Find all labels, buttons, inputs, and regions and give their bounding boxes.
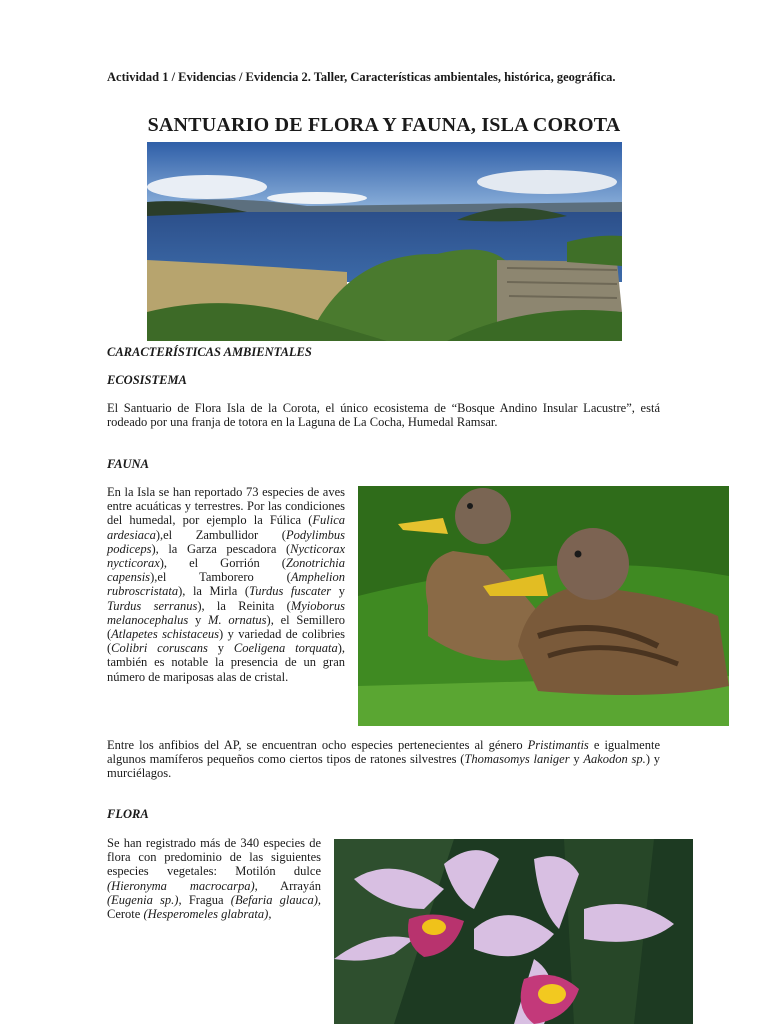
text-run: (Hesperomeles glabrata), bbox=[143, 907, 272, 922]
page-title: SANTUARIO DE FLORA Y FAUNA, ISLA COROTA bbox=[147, 114, 621, 136]
text-run: y bbox=[207, 641, 234, 656]
text-run: En la Isla se han reportado 73 especies de aves entre acuáticas y terrestres. Por las condiciones del humedal, por ejemplo la Fúlica ( bbox=[107, 485, 345, 528]
text-run: Zonotrichia capensis bbox=[107, 556, 345, 585]
text-run: ), la Garza pescadora ( bbox=[151, 541, 291, 556]
section-heading-ambientales: CARACTERÍSTICAS AMBIENTALES bbox=[107, 345, 312, 359]
text-run: Cerote bbox=[107, 907, 144, 922]
text-run: Coeligena torquata bbox=[233, 641, 338, 656]
text-run: Fulica ardesiaca bbox=[107, 513, 345, 542]
section-heading-flora: FLORA bbox=[107, 807, 149, 821]
text-run: Amphelion rubroscristata bbox=[107, 570, 345, 599]
text-run: ) y variedad de colibries ( bbox=[107, 627, 345, 656]
text-run: ),el Tamborero ( bbox=[150, 570, 291, 585]
text-run: ), también es notable la presencia de un gran número de mariposas alas de cristal. bbox=[107, 641, 346, 684]
text-run: Se han registrado más de 340 especies de flora con predominio de las siguientes especies vegetales: Motilón dulce bbox=[107, 836, 321, 879]
text-run: ), el Gorrión ( bbox=[159, 556, 286, 571]
text-run: (Befaria glauca), bbox=[230, 892, 321, 907]
fauna-paragraph bbox=[107, 485, 345, 684]
text-run: Atlapetes schistaceus bbox=[111, 627, 220, 642]
text-run: ), la Mirla ( bbox=[178, 584, 250, 599]
orchid-photo bbox=[334, 839, 693, 1024]
fauna-amphibians-paragraph bbox=[107, 738, 660, 781]
text-run: Turdus serranus bbox=[107, 598, 198, 613]
text-run: Arrayán bbox=[257, 878, 321, 893]
flora-paragraph bbox=[107, 836, 321, 921]
text-run: (Hieronyma macrocarpa), bbox=[107, 878, 258, 893]
lake-photo bbox=[147, 142, 622, 341]
text-run: ), la Reinita ( bbox=[197, 598, 291, 613]
text-run: ),el Zambullidor ( bbox=[155, 527, 286, 542]
text-run: Fragua bbox=[181, 892, 231, 907]
section-heading-ecosistema: ECOSISTEMA bbox=[107, 373, 187, 387]
text-run: (Eugenia sp.), bbox=[107, 892, 182, 907]
text-run: Turdus fuscater bbox=[249, 584, 332, 599]
text-run: Nycticorax nycticorax bbox=[107, 541, 345, 571]
text-run: M. ornatus bbox=[208, 612, 267, 627]
text-run: Entre los anfibios del AP, se encuentran ocho especies pertenecientes al género bbox=[107, 738, 528, 752]
text-run: y bbox=[188, 612, 209, 627]
text-run: ), el Semillero ( bbox=[107, 612, 345, 642]
text-run: Pristimantis bbox=[527, 738, 589, 752]
text-run: Thomasomys laniger bbox=[464, 752, 570, 767]
ducks-photo bbox=[358, 486, 729, 726]
text-run: Myioborus melanocephalus bbox=[107, 598, 345, 627]
text-run: Podylimbus podiceps bbox=[107, 527, 345, 556]
text-run: ) y murciélagos. bbox=[107, 752, 660, 781]
section-heading-fauna: FAUNA bbox=[107, 457, 149, 471]
text-run: y bbox=[331, 584, 345, 599]
text-run: Aakodon sp. bbox=[583, 752, 646, 767]
text-run: Colibri coruscans bbox=[111, 641, 208, 656]
text-run: y bbox=[569, 752, 584, 767]
ecosistema-paragraph: El Santuario de Flora Isla de la Corota, el único ecosistema de “Bosque Andino Insular Lacustre”, está rodeado por una franja de totora en la Laguna de La Cocha, Humedal Ramsar. bbox=[107, 401, 660, 430]
text-run: e igualmente algunos mamíferos pequeños como ciertos tipos de ratones silvestres ( bbox=[107, 738, 660, 767]
breadcrumb-header: Actividad 1 / Evidencias / Evidencia 2. Taller, Características ambientales, histórica, geográfica. bbox=[107, 70, 616, 84]
